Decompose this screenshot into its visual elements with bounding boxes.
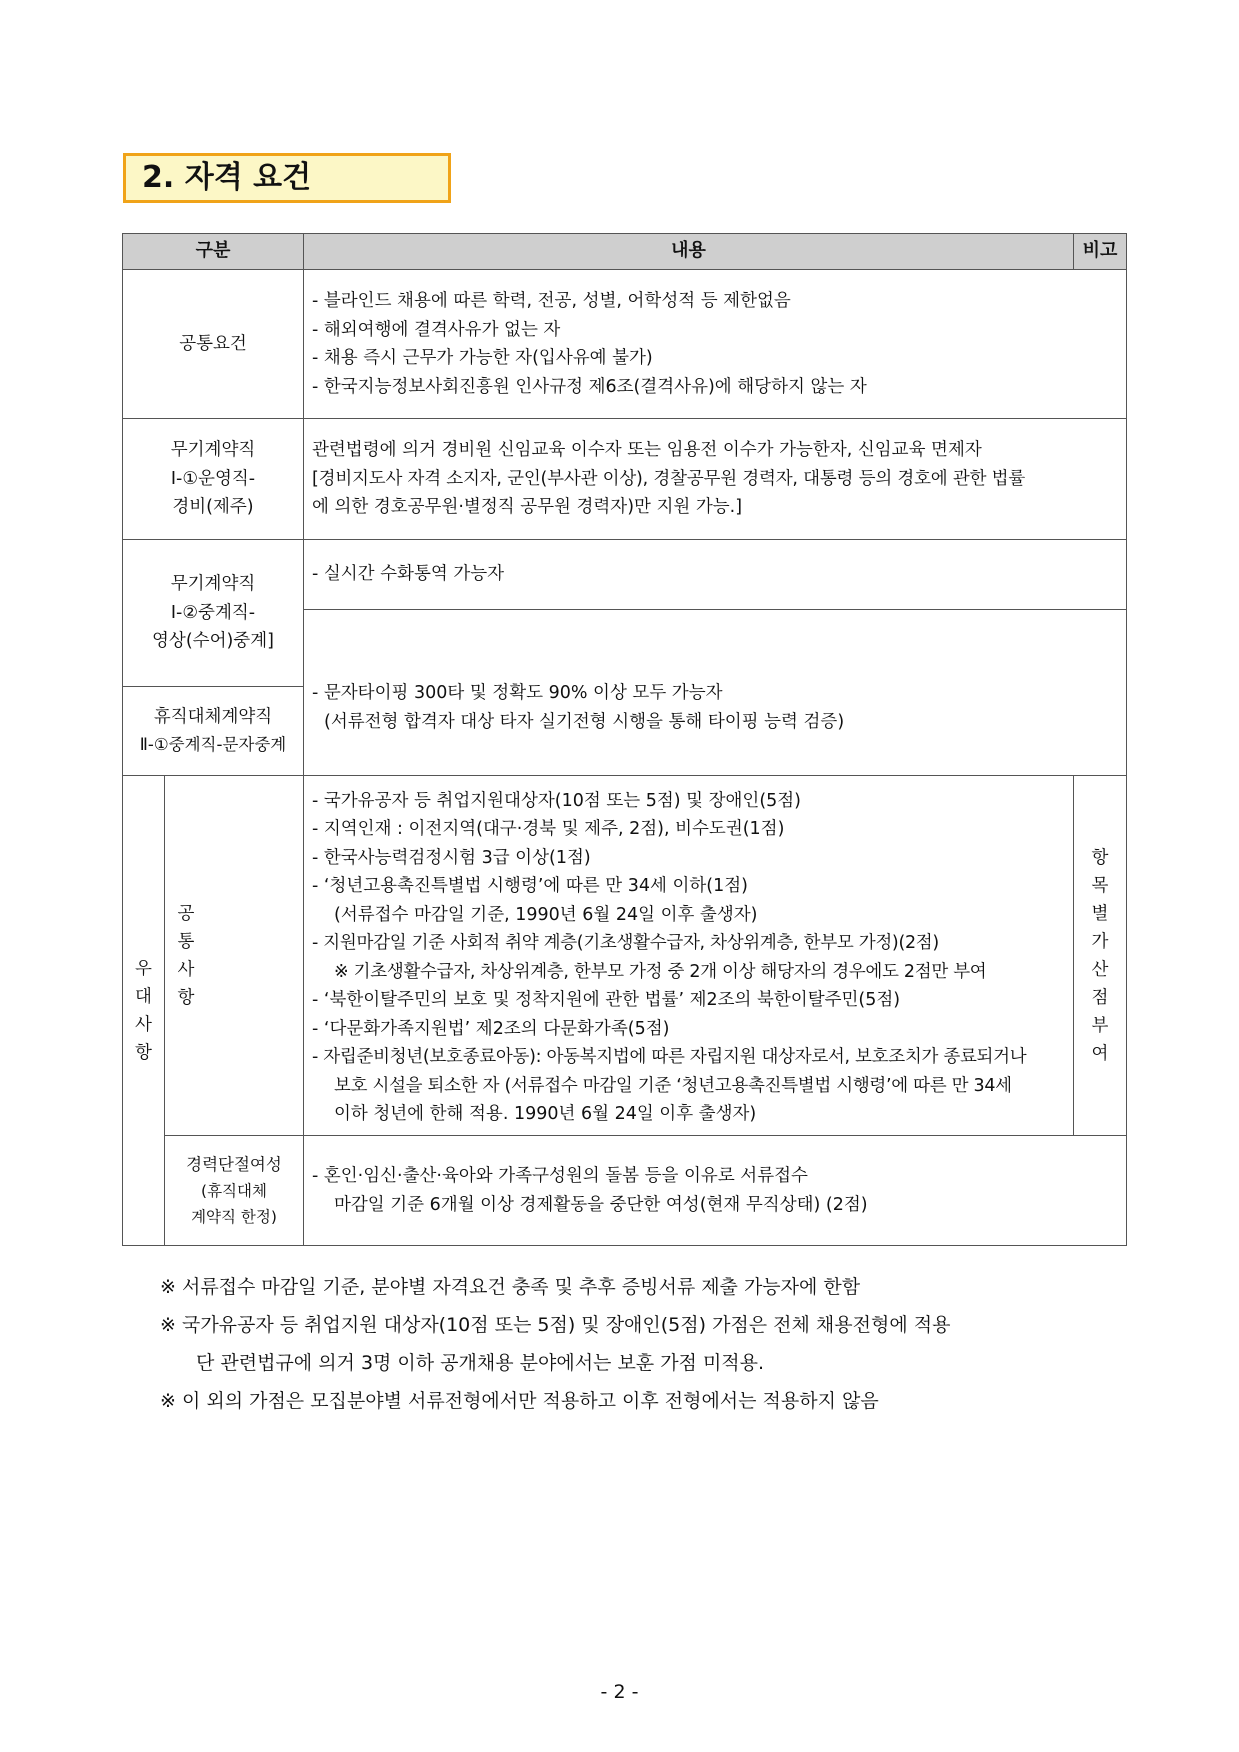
remarks-char: 산 — [1091, 959, 1109, 980]
preferential-line: - ‘다문화가족지원법’ 제2조의 다문화가족(5점) — [312, 1018, 670, 1039]
preferential-line: 이하 청년에 한해 적용. 1990년 6월 24일 이후 출생자) — [334, 1104, 757, 1124]
preferential-common-label — [165, 776, 304, 1136]
preferential-line: - 자립준비청년(보호종료아동): 아동복지법에 따른 자립지원 대상자로서, 보호조치가 종료되거나 — [312, 1047, 1027, 1067]
remarks-char: 부 — [1091, 1015, 1109, 1036]
security-line: 에 의한 경호공무원·별정직 공무원 경력자)만 지원 가능.] — [312, 497, 743, 518]
remarks-char: 점 — [1091, 987, 1109, 1008]
preferential-line: - 지원마감일 기준 사회적 취약 계층(기초생활수급자, 차상위계층, 한부모 가정)(2점) — [312, 933, 939, 953]
common-requirements-row — [123, 270, 1127, 419]
label-char: 항 — [177, 987, 195, 1008]
security-line: [경비지도사 자격 소지자, 군인(부사관 이상), 경찰공무원 경력자, 대통령 등의 경호에 관한 법률 — [312, 468, 1026, 489]
label-line: 경비(제주) — [172, 497, 254, 518]
header-category: 구분 — [123, 234, 304, 270]
section-title: 2. 자격 요건 — [123, 153, 451, 203]
label-line: Ⅱ-①중계직-문자중계 — [139, 735, 287, 754]
remarks-char: 별 — [1091, 903, 1109, 924]
notes — [160, 1268, 1120, 1420]
note-line: 단 관련법규에 의거 3명 이하 공개채용 분야에서는 보훈 가점 미적용. — [196, 1352, 765, 1374]
video-relay-line: - 실시간 수화통역 가능자 — [312, 564, 505, 584]
note-line: ※ 이 외의 가점은 모집분야별 서류전형에서만 적용하고 이후 전형에서는 적용하지 않음 — [160, 1390, 879, 1412]
label-char: 통 — [177, 931, 195, 952]
text-relay-line: (서류전형 합격자 대상 타자 실기전형 시행을 통해 타이핑 능력 검증) — [324, 711, 845, 732]
header-content: 내용 — [304, 234, 1074, 270]
label-char: 사 — [177, 959, 195, 980]
common-requirements-label: 공통요건 — [123, 270, 304, 419]
security-label — [123, 419, 304, 540]
header-remarks: 비고 — [1074, 234, 1127, 270]
common-line: - 블라인드 채용에 따른 학력, 전공, 성별, 어학성적 등 제한없음 — [312, 291, 791, 311]
label-line: 영상(수어)중계] — [152, 631, 274, 652]
security-line: 관련법령에 의거 경비원 신임교육 이수자 또는 임용전 이수가 가능한자, 신임교육 면제자 — [312, 440, 982, 461]
career-break-label — [165, 1136, 304, 1246]
preferential-line: - ‘북한이탈주민의 보호 및 정착지원에 관한 법률’ 제2조의 북한이탈주민(5점) — [312, 990, 901, 1010]
preferential-line: - 지역인재 : 이전지역(대구·경북 및 제주, 2점), 비수도권(1점) — [312, 819, 785, 839]
preferential-line: - 한국사능력검정시험 3급 이상(1점) — [312, 847, 591, 868]
common-requirements-content — [304, 270, 1127, 419]
text-relay-label — [123, 687, 304, 776]
label-char: 사 — [135, 1014, 152, 1035]
label-line: Ⅰ-②중계직- — [170, 602, 256, 623]
preferential-common-content — [304, 776, 1074, 1136]
video-relay-label — [123, 540, 304, 687]
preferential-remarks — [1074, 776, 1127, 1136]
label-line: 휴직대체계약직 — [153, 706, 273, 727]
remarks-char: 여 — [1091, 1043, 1109, 1064]
label-line: 계약직 한정) — [191, 1207, 277, 1226]
note-line: ※ 서류접수 마감일 기준, 분야별 자격요건 충족 및 추후 증빙서류 제출 가능자에 한함 — [160, 1276, 861, 1298]
label-char: 대 — [135, 986, 152, 1007]
common-line: - 해외여행에 결격사유가 없는 자 — [312, 319, 561, 340]
table-header-row — [123, 234, 1127, 270]
requirements-table — [122, 233, 1127, 1246]
preferential-line: - 국가유공자 등 취업지원대상자(10점 또는 5점) 및 장애인(5점) — [312, 790, 802, 811]
preferential-common-row — [123, 776, 1127, 1136]
label-line: (휴직대체 — [201, 1181, 267, 1200]
common-line: - 채용 즉시 근무가 가능한 자(입사유예 불가) — [312, 348, 653, 368]
text-relay-content — [304, 610, 1127, 776]
remarks-char: 가 — [1091, 931, 1109, 952]
remarks-char: 항 — [1091, 847, 1109, 868]
career-break-row — [123, 1136, 1127, 1246]
preferential-line: ※ 기초생활수급자, 차상위계층, 한부모 가정 중 2개 이상 해당자의 경우에도 2점만 부여 — [334, 961, 987, 982]
preferential-line: - ‘청년고용촉진특별법 시행령’에 따른 만 34세 이하(1점) — [312, 876, 748, 896]
label-line: 무기계약직 — [170, 574, 256, 595]
text-relay-line: - 문자타이핑 300타 및 정확도 90% 이상 모두 가능자 — [312, 683, 723, 703]
preferential-line: (서류접수 마감일 기준, 1990년 6월 24일 이후 출생자) — [334, 904, 758, 925]
label-line: Ⅰ-①운영직- — [170, 468, 256, 489]
video-relay-row — [123, 540, 1127, 610]
career-break-line: 마감일 기준 6개월 이상 경제활동을 중단한 여성(현재 무직상태) (2점) — [334, 1194, 868, 1215]
video-relay-content — [304, 540, 1127, 610]
remarks-char: 목 — [1091, 875, 1109, 896]
label-char: 우 — [135, 958, 152, 979]
career-break-content — [304, 1136, 1127, 1246]
page-number: - 2 - — [600, 1681, 639, 1703]
preferential-line: 보호 시설을 퇴소한 자 (서류접수 마감일 기준 ‘청년고용촉진특별법 시행령’에 따른 만 34세 — [334, 1075, 1012, 1096]
label-char: 공 — [177, 903, 195, 924]
label-line: 경력단절여성 — [186, 1154, 282, 1174]
career-break-line: - 혼인·임신·출산·육아와 가족구성원의 돌봄 등을 이유로 서류접수 — [312, 1166, 808, 1186]
security-content — [304, 419, 1127, 540]
preferential-label — [123, 776, 165, 1246]
common-line: - 한국지능정보사회진흥원 인사규정 제6조(결격사유)에 해당하지 않는 자 — [312, 376, 867, 397]
label-char: 항 — [135, 1042, 152, 1063]
security-row — [123, 419, 1127, 540]
note-line: ※ 국가유공자 등 취업지원 대상자(10점 또는 5점) 및 장애인(5점) 가점은 전체 채용전형에 적용 — [160, 1314, 951, 1336]
label-line: 무기계약직 — [170, 440, 256, 461]
